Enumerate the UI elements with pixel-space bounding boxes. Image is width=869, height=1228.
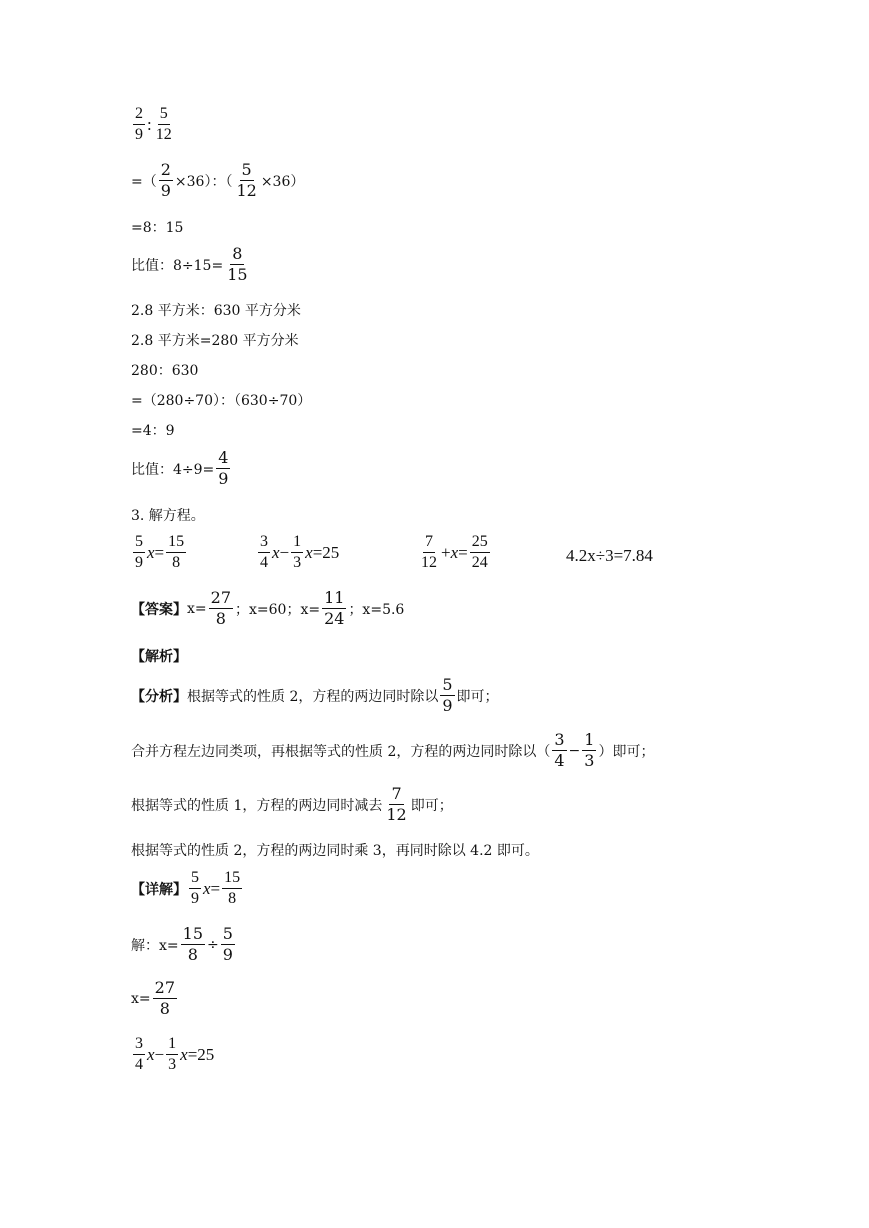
detail-line-3: x= $\frac{27}{8}$ bbox=[131, 978, 175, 1018]
equation-1: $\frac{5}{9}$ x = $\frac{15}{8}$ bbox=[135, 533, 185, 571]
fraction: $\frac{2}{9}$ bbox=[160, 160, 171, 200]
analysis-paragraph-2: 合并方程左边同类项，再根据等式的性质 2，方程的两边同时除以（ $\frac{3}{4}$ − $\frac{1}{3}$ ）即可； bbox=[131, 730, 655, 770]
fraction: $\frac{3}{4}$ bbox=[554, 730, 565, 770]
ratio-line-1: $\frac{2}{9}$ : $\frac{5}{12}$ bbox=[135, 105, 172, 143]
area-ratio-line: 2.8 平方米：630 平方分米 bbox=[131, 303, 301, 319]
fraction: $\frac{3}{4}$ bbox=[260, 533, 268, 571]
fraction: $\frac{7}{12}$ bbox=[386, 784, 407, 824]
equation-4: 4.2x÷3=7.84 bbox=[566, 546, 653, 565]
area-ratio-line-3: =（280÷70）：（630÷70） bbox=[131, 393, 312, 409]
fraction: $\frac{27}{8}$ bbox=[210, 588, 231, 628]
fraction: $\frac{11}{24}$ bbox=[324, 588, 345, 628]
area-ratio-value-line: 比值：4÷9= $\frac{4}{9}$ bbox=[131, 448, 229, 488]
fraction: $\frac{5}{9}$ bbox=[135, 533, 143, 571]
equation-3: $\frac{7}{12}$ + x = $\frac{25}{24}$ bbox=[421, 533, 488, 571]
answer-line: 【答案】 x= $\frac{27}{8}$ ；x=60；x= $\frac{11}{24}$ ；x=5.6 bbox=[131, 588, 405, 628]
fraction: $\frac{5}{12}$ bbox=[236, 160, 257, 200]
detail-line-2: 解：x= $\frac{15}{8}$ ÷ $\frac{5}{9}$ bbox=[131, 924, 233, 964]
area-ratio-line-4: =4：9 bbox=[131, 423, 175, 439]
fraction: $\frac{1}{3}$ bbox=[293, 533, 302, 571]
fraction: $\frac{5}{9}$ bbox=[191, 869, 199, 907]
fraction: $\frac{5}{12}$ bbox=[155, 105, 172, 143]
fraction: $\frac{1}{3}$ bbox=[168, 1035, 177, 1073]
fraction: $\frac{1}{3}$ bbox=[584, 730, 595, 770]
fraction: $\frac{5}{9}$ bbox=[442, 675, 453, 715]
fraction: $\frac{25}{24}$ bbox=[471, 533, 488, 571]
detail-line-1 bbox=[131, 870, 244, 907]
fraction: $\frac{8}{15}$ bbox=[227, 244, 248, 284]
fraction: $\frac{7}{12}$ bbox=[421, 533, 437, 571]
ratio-line-3: =8：15 bbox=[131, 220, 184, 236]
fraction: $\frac{2}{9}$ bbox=[135, 105, 143, 143]
question-3-heading: 3. 解方程。 bbox=[131, 508, 205, 524]
area-conversion-line: 2.8 平方米=280 平方分米 bbox=[131, 333, 299, 349]
equation-2: $\frac{3}{4}$ x − $\frac{1}{3}$ x =25 bbox=[260, 533, 340, 571]
area-ratio-line-2: 280：630 bbox=[131, 363, 199, 379]
analysis-paragraph-3: 根据等式的性质 1，方程的两边同时减去 $\frac{7}{12}$ 即可； bbox=[131, 784, 453, 824]
analysis-paragraph-4: 根据等式的性质 2，方程的两边同时乘 3，再同时除以 4.2 即可。 bbox=[131, 843, 539, 859]
analysis-label: 【分析】 bbox=[131, 688, 187, 705]
ratio-line-2: =（ $\frac{2}{9}$ ×36）：（ $\frac{5}{12}$ ×36） bbox=[131, 160, 305, 200]
equation: $\frac{5}{9}$ x = $\frac{15}{8}$ bbox=[191, 869, 241, 907]
ratio-value-line: 比值：8÷15= $\frac{8}{15}$ bbox=[131, 244, 248, 284]
detail-line-4: $\frac{3}{4}$ x − $\frac{1}{3}$ x =25 bbox=[135, 1035, 215, 1073]
fraction: $\frac{5}{9}$ bbox=[222, 924, 233, 964]
detail-label: 【详解】 bbox=[131, 881, 187, 898]
fraction: $\frac{15}{8}$ bbox=[224, 869, 241, 907]
fraction: $\frac{4}{9}$ bbox=[218, 448, 229, 488]
fraction: $\frac{27}{8}$ bbox=[154, 978, 175, 1018]
fraction: $\frac{15}{8}$ bbox=[168, 533, 185, 571]
fraction: $\frac{15}{8}$ bbox=[182, 924, 203, 964]
analysis-heading: 【解析】 bbox=[131, 649, 187, 665]
analysis-paragraph-1: 【分析】 根据等式的性质 2，方程的两边同时除以 $\frac{5}{9}$ 即可； bbox=[131, 675, 499, 715]
answer-label: 【答案】 bbox=[131, 601, 187, 618]
fraction: $\frac{3}{4}$ bbox=[135, 1035, 143, 1073]
